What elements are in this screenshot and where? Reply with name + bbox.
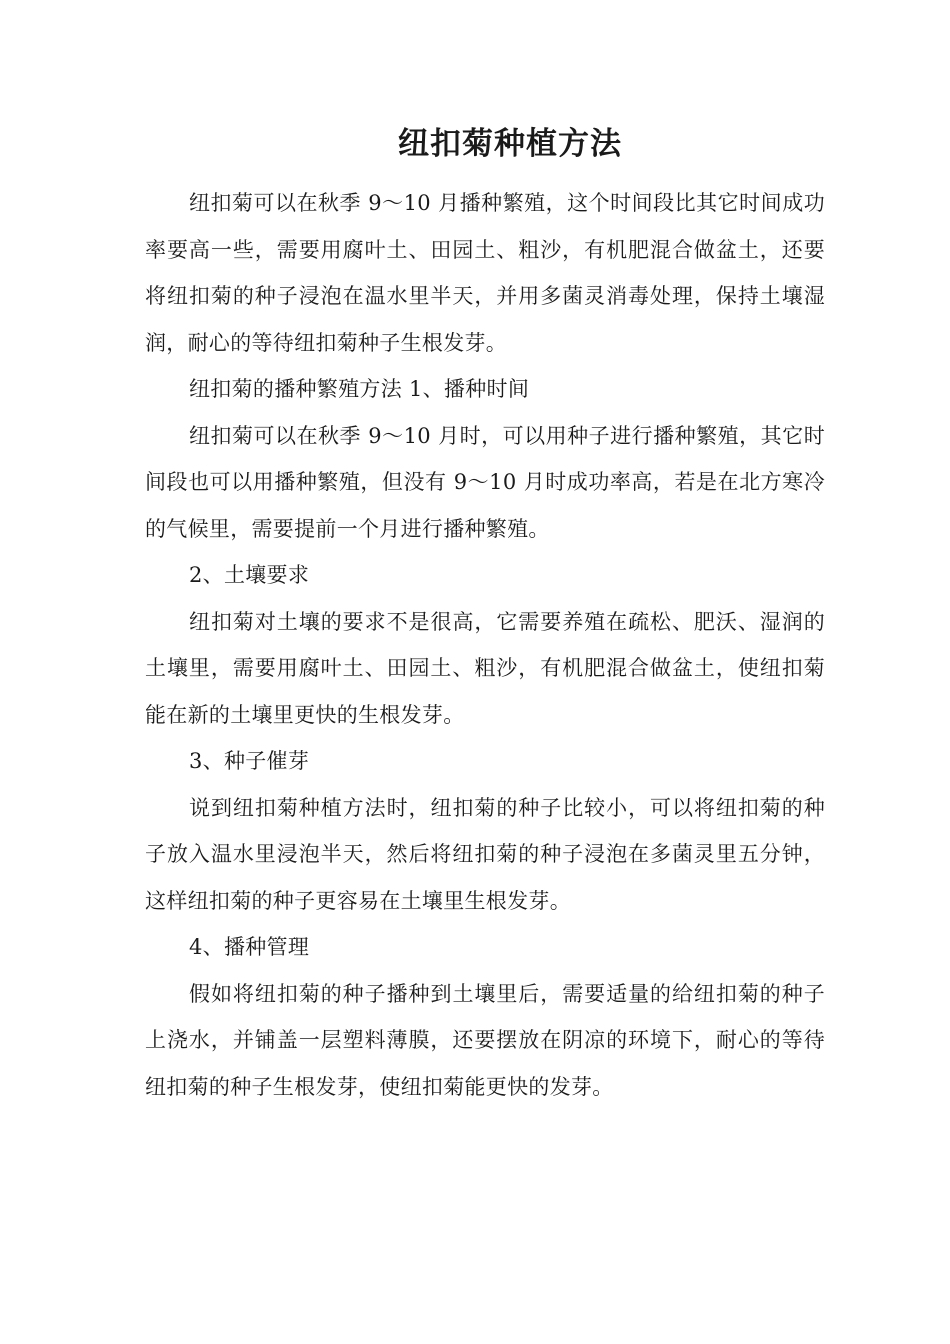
paragraph-sowing-time: 纽扣菊可以在秋季 9～10 月时，可以用种子进行播种繁殖，其它时间段也可以用播种繁殖，但没有 9～10 月时成功率高，若是在北方寒冷的气候里，需要提前一个月进行播种繁殖。 [145, 423, 825, 541]
section-heading-management: 4、播种管理 [189, 935, 310, 959]
section-heading-soil: 2、土壤要求 [189, 563, 310, 587]
paragraph-management: 假如将纽扣菊的种子播种到土壤里后，需要适量的给纽扣菊的种子上浇水，并铺盖一层塑料薄膜，还要摆放在阴凉的环境下，耐心的等待纽扣菊的种子生根发芽，使纽扣菊能更快的发芽。 [145, 981, 825, 1099]
section-heading-sowing-time: 纽扣菊的播种繁殖方法 1、播种时间 [189, 377, 530, 401]
paragraph-soil: 纽扣菊对土壤的要求不是很高，它需要养殖在疏松、肥沃、湿润的土壤里，需要用腐叶土、田园土、粗沙，有机肥混合做盆土，使纽扣菊能在新的土壤里更快的生根发芽。 [145, 609, 825, 727]
document-title: 纽扣菊种植方法 [398, 126, 622, 162]
section-heading-germination: 3、种子催芽 [189, 749, 310, 773]
document-body [145, 118, 825, 1110]
paragraph-germination: 说到纽扣菊种植方法时，纽扣菊的种子比较小，可以将纽扣菊的种子放入温水里浸泡半天，然后将纽扣菊的种子浸泡在多菌灵里五分钟，这样纽扣菊的种子更容易在土壤里生根发芽。 [145, 795, 825, 913]
paragraph-intro: 纽扣菊可以在秋季 9～10 月播种繁殖，这个时间段比其它时间成功率要高一些，需要用腐叶土、田园土、粗沙，有机肥混合做盆土，还要将纽扣菊的种子浸泡在温水里半天，并用多菌灵消毒处理，保持土壤湿润，耐心的等待纽扣菊种子生根发芽。 [145, 191, 825, 355]
